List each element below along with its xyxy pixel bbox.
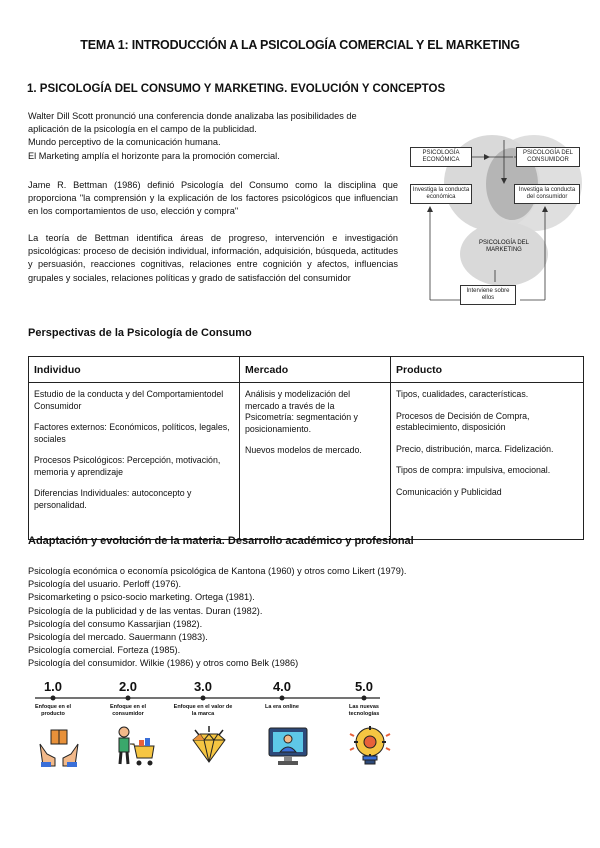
- timeline-num-2: 2.0: [118, 679, 138, 694]
- list-item: Psicología económica o economía psicológica de Kantona (1960) y otros como Likert (1979).: [28, 566, 407, 576]
- diamond-icon: [187, 724, 231, 768]
- perspectivas-table: [28, 356, 584, 540]
- intro-line: aplicación de la psicología en el campo de la publicidad.: [28, 124, 257, 135]
- header-producto: Producto: [391, 357, 584, 383]
- cell-text: Nuevos modelos de mercado.: [245, 445, 362, 455]
- page-title: TEMA 1: INTRODUCCIÓN A LA PSICOLOGÍA COMERCIAL Y EL MARKETING: [80, 38, 520, 52]
- list-item: Psicología del consumidor. Wilkie (1986) y otros como Belk (1986): [28, 658, 299, 669]
- shopper-cart-icon: [112, 724, 156, 768]
- hands-box-icon: [37, 724, 81, 768]
- timeline-num-4: 4.0: [272, 679, 292, 694]
- table-header-row: [29, 357, 584, 383]
- timeline-num-3: 3.0: [193, 679, 213, 694]
- cell-individuo: [29, 383, 240, 540]
- timeline-label-3: Enfoque en el valor de la marca: [173, 704, 233, 717]
- list-item: Psicología del mercado. Sauermann (1983).: [28, 632, 208, 643]
- cell-mercado: [240, 383, 391, 540]
- cell-text: Análisis y modelización del mercado a través de la Psicometría: segmentación y posicionamiento.: [245, 389, 358, 434]
- cell-text: Diferencias Individuales: autoconcepto y personalidad.: [34, 488, 192, 510]
- cell-text: Estudio de la conducta y del Comportamientodel Consumidor: [34, 389, 224, 411]
- cell-producto: [391, 383, 584, 540]
- cell-text: Precio, distribución, marca. Fidelización.: [396, 443, 554, 454]
- cell-text: Procesos de Decisión de Compra, establecimiento, disposición: [396, 410, 530, 432]
- timeline-label-2: Enfoque en el consumidor: [109, 704, 147, 717]
- lightbulb-gear-icon: [348, 724, 392, 768]
- list-item: Psicología del consumo Kassarjian (1982).: [28, 618, 203, 629]
- label-psicologia-marketing: PSICOLOGÍA DEL MARKETING: [478, 240, 530, 253]
- header-individuo: Individuo: [29, 357, 240, 383]
- timeline-label-5: Las nuevas tecnologías: [348, 704, 380, 717]
- intro-line: Walter Dill Scott pronunció una conferencia donde analizaba las posibilidades de: [28, 111, 357, 121]
- cell-text: Tipos, cualidades, características.: [396, 389, 529, 399]
- timeline-num-1: 1.0: [43, 679, 63, 694]
- box-investiga-economica: Investiga la conducta económica: [410, 184, 472, 204]
- timeline-num-5: 5.0: [354, 679, 374, 694]
- timeline-label-4: La era online: [265, 704, 299, 710]
- monitor-user-icon: [266, 724, 310, 768]
- timeline-label-1: Enfoque en el producto: [34, 704, 72, 717]
- box-psicologia-economica: PSICOLOGÍA ECONÓMICA: [410, 147, 472, 167]
- list-item: Psicología de la publicidad y de las ventas. Duran (1982).: [28, 605, 263, 616]
- intro-line: El Marketing amplía el horizonte para la promoción comercial.: [28, 150, 280, 161]
- list-item: Psicología del usuario. Perloff (1976).: [28, 579, 182, 590]
- intro-line: Mundo perceptivo de la comunicación humana.: [28, 137, 221, 148]
- cell-text: Tipos de compra: impulsiva, emocional.: [396, 465, 551, 475]
- box-interviene: Interviene sobre ellos: [460, 285, 516, 305]
- cell-text: Comunicación y Publicidad: [396, 486, 502, 497]
- box-psicologia-consumidor: PSICOLOGÍA DEL CONSUMIDOR: [516, 147, 580, 167]
- box-investiga-consumidor: Investiga la conducta del consumidor: [514, 184, 580, 204]
- table-row: [29, 383, 584, 540]
- list-item: Psicomarketing o psico-socio marketing. Ortega (1981).: [28, 592, 255, 603]
- cell-text: Procesos Psicológicos: Percepción, motivación, memoria y aprendizaje: [34, 455, 221, 477]
- bettman-theory: La teoría de Bettman identifica áreas de progreso, intervención e investigación psicológicas: proceso de decisión individual, información, adquisición, búsqueda, actitudes y persuasión, reacciones cognitivas, relaciones entre cognición y afectos, influencias grupales y sociales, relaciones políticas y grado de satisfacción del consumidor: [28, 233, 398, 283]
- timeline-line: [30, 693, 390, 703]
- cell-text: Factores externos: Económicos, políticos, legales, sociales: [34, 422, 230, 444]
- list-item: Psicología comercial. Forteza (1985).: [28, 645, 181, 656]
- section-heading: 1. PSICOLOGÍA DEL CONSUMO Y MARKETING. EVOLUCIÓN Y CONCEPTOS: [27, 83, 446, 95]
- header-mercado: Mercado: [240, 357, 391, 383]
- adaptacion-heading: Adaptación y evolución de la materia. Desarrollo académico y profesional: [28, 535, 414, 547]
- intro-paragraph: [28, 110, 398, 163]
- bettman-definition: Jame R. Bettman (1986) definió Psicología del Consumo como la disciplina que proporciona "la comprensión y la explicación de los factores psicológicos que influencian en los comportamientos de uso, elección y compra": [28, 180, 398, 217]
- adaptacion-list: [28, 565, 406, 671]
- perspectivas-heading: Perspectivas de la Psicología de Consumo: [28, 327, 252, 339]
